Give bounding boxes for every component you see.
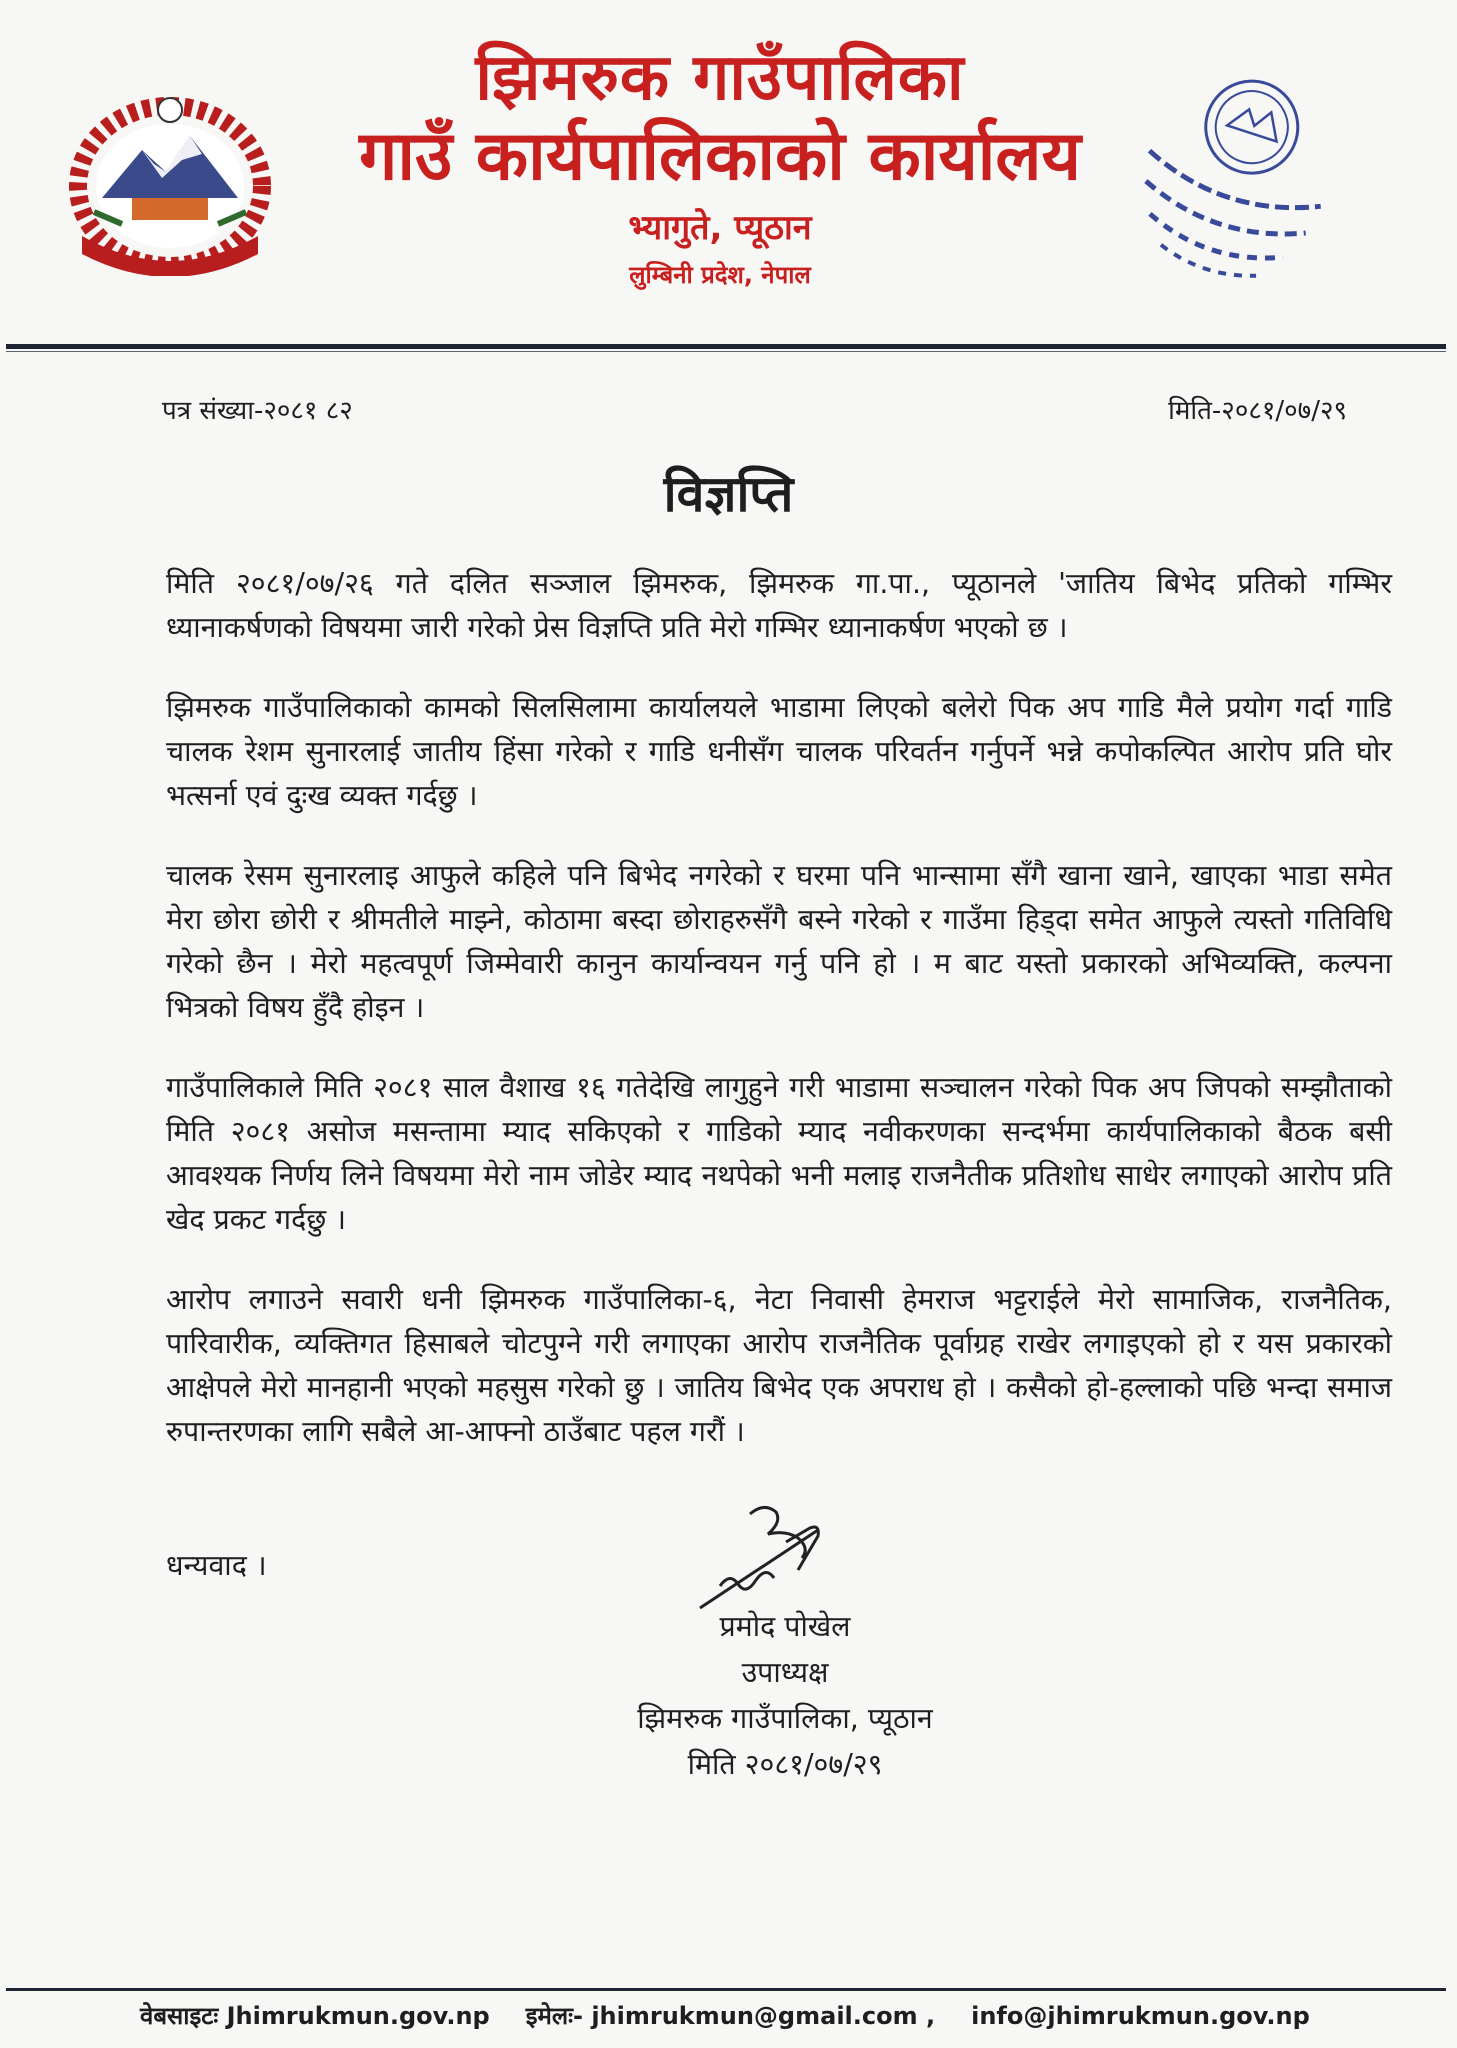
body-paragraph: झिमरुक गाउँपालिकाको कामको सिलसिलामा कार्यालयले भाडामा लिएको बलेरो पिक अप गाडि मैले प्रयोग गर्दा गाडि चालक रेशम सुनारलाई जातीय हिंसा गरेको र गाडि धनीसँग चालक परिवर्तन गर्नुपर्ने भन्ने कपोकल्पित आरोप प्रति घोर भत्सर्ना एवं दुःख व्यक्त गर्दछु । xyxy=(166,691,1392,812)
footer-email[interactable]: इमेलः- jhimrukmun@gmail.com , xyxy=(525,2002,936,2030)
nepal-emblem-icon xyxy=(62,86,278,276)
official-seal-stamp xyxy=(1112,68,1352,308)
body-paragraph: मिति २०८१/०७/२६ गते दलित सञ्जाल झिमरुक, झिमरुक गा.पा., प्यूठानले 'जातिय बिभेद प्रतिको गम्भिर ध्यानाकर्षणको विषयमा जारी गरेको प्रेस विज्ञप्ति प्रति मेरो गम्भिर ध्यानाकर्षण भएको छ । xyxy=(166,567,1392,644)
letter-number: पत्र संख्या-२०८१ ८२ xyxy=(162,396,353,426)
letter-body xyxy=(166,562,1392,1490)
letter-date: मिति-२०८१/०७/२९ xyxy=(1168,396,1347,426)
signature-block xyxy=(560,1604,1010,1788)
body-paragraph: चालक रेसम सुनारलाइ आफुले कहिले पनि बिभेद नगरेको र घरमा पनि भान्सामा सँगै खाना खाने, खाएका भाडा समेत मेरा छोरा छोरी र श्रीमतीले माझ्ने, कोठामा बस्दा छोराहरुसँगै बस्ने गरेको र गाउँमा हिड्दा समेत आफुले त्यस्तो गतिविधि गरेको छैन । मेरो महत्वपूर्ण जिम्मेवारी कानुन कार्यान्वयन गर्नु पनि हो । म बाट यस्तो प्रकारको अभिव्यक्ति, कल्पना भित्रको विषय हुँदै होइन । xyxy=(166,859,1392,1024)
office-name: झिमरुक गाउँपालिका xyxy=(475,41,965,115)
footer-divider xyxy=(6,1988,1446,1991)
office-subtitle: गाउँ कार्यपालिकाको कार्यालय xyxy=(359,117,1081,196)
letterhead xyxy=(300,40,1140,290)
footer-website[interactable]: वेबसाइटः Jhimrukmun.gov.np xyxy=(140,2002,490,2030)
footer-info-email[interactable]: info@jhimrukmun.gov.np xyxy=(971,2002,1310,2030)
signatory-office: झिमरुक गाउँपालिका, प्यूठान xyxy=(637,1702,933,1735)
header-divider xyxy=(6,344,1446,349)
office-place: भ्यागुते, प्यूठान xyxy=(628,208,812,248)
signatory-position: उपाध्यक्ष xyxy=(741,1656,829,1689)
footer xyxy=(140,1996,1380,2036)
body-paragraph: आरोप लगाउने सवारी धनी झिमरुक गाउँपालिका-६, नेटा निवासी हेमराज भट्टराईले मेरो सामाजिक, राजनैतिक, पारिवारीक, व्यक्तिगत हिसाबले चोटपुग्ने गरी लगाएका आरोप राजनैतिक पूर्वाग्रह राखेर लगाइएको हो र यस प्रकारको आक्षेपले मेरो मानहानी भएको महसुस गरेको छु । जातिय बिभेद एक अपराध हो । कसैको हो-हल्लाको पछि भन्दा समाज रुपान्तरणका लागि सबैले आ-आफ्नो ठाउँबाट पहल गरौं । xyxy=(166,1283,1392,1448)
signatory-name: प्रमोद पोखेल xyxy=(719,1610,851,1643)
body-paragraph: गाउँपालिकाले मिति २०८१ साल वैशाख १६ गतेदेखि लागुहुने गरी भाडामा सञ्चालन गरेको पिक अप जिपको सम्झौताको मिति २०८१ असोज मसन्तामा म्याद सकिएको र गाडिको म्याद नवीकरणका सन्दर्भमा कार्यपालिकाको बैठक बसी आवश्यक निर्णय लिने विषयमा मेरो नाम जोडेर म्याद नथपेको भनी मलाइ राजनैतीक प्रतिशोध साधेर लगाएको आरोप प्रति खेद प्रकट गर्दछु । xyxy=(166,1071,1392,1236)
office-province: लुम्बिनी प्रदेश, नेपाल xyxy=(629,261,811,289)
closing-text: धन्यवाद । xyxy=(166,1549,267,1582)
document-title: विज्ञप्ति xyxy=(663,465,794,523)
signatory-date: मिति २०८१/०७/२९ xyxy=(687,1748,883,1781)
header-divider-thin xyxy=(6,351,1446,352)
